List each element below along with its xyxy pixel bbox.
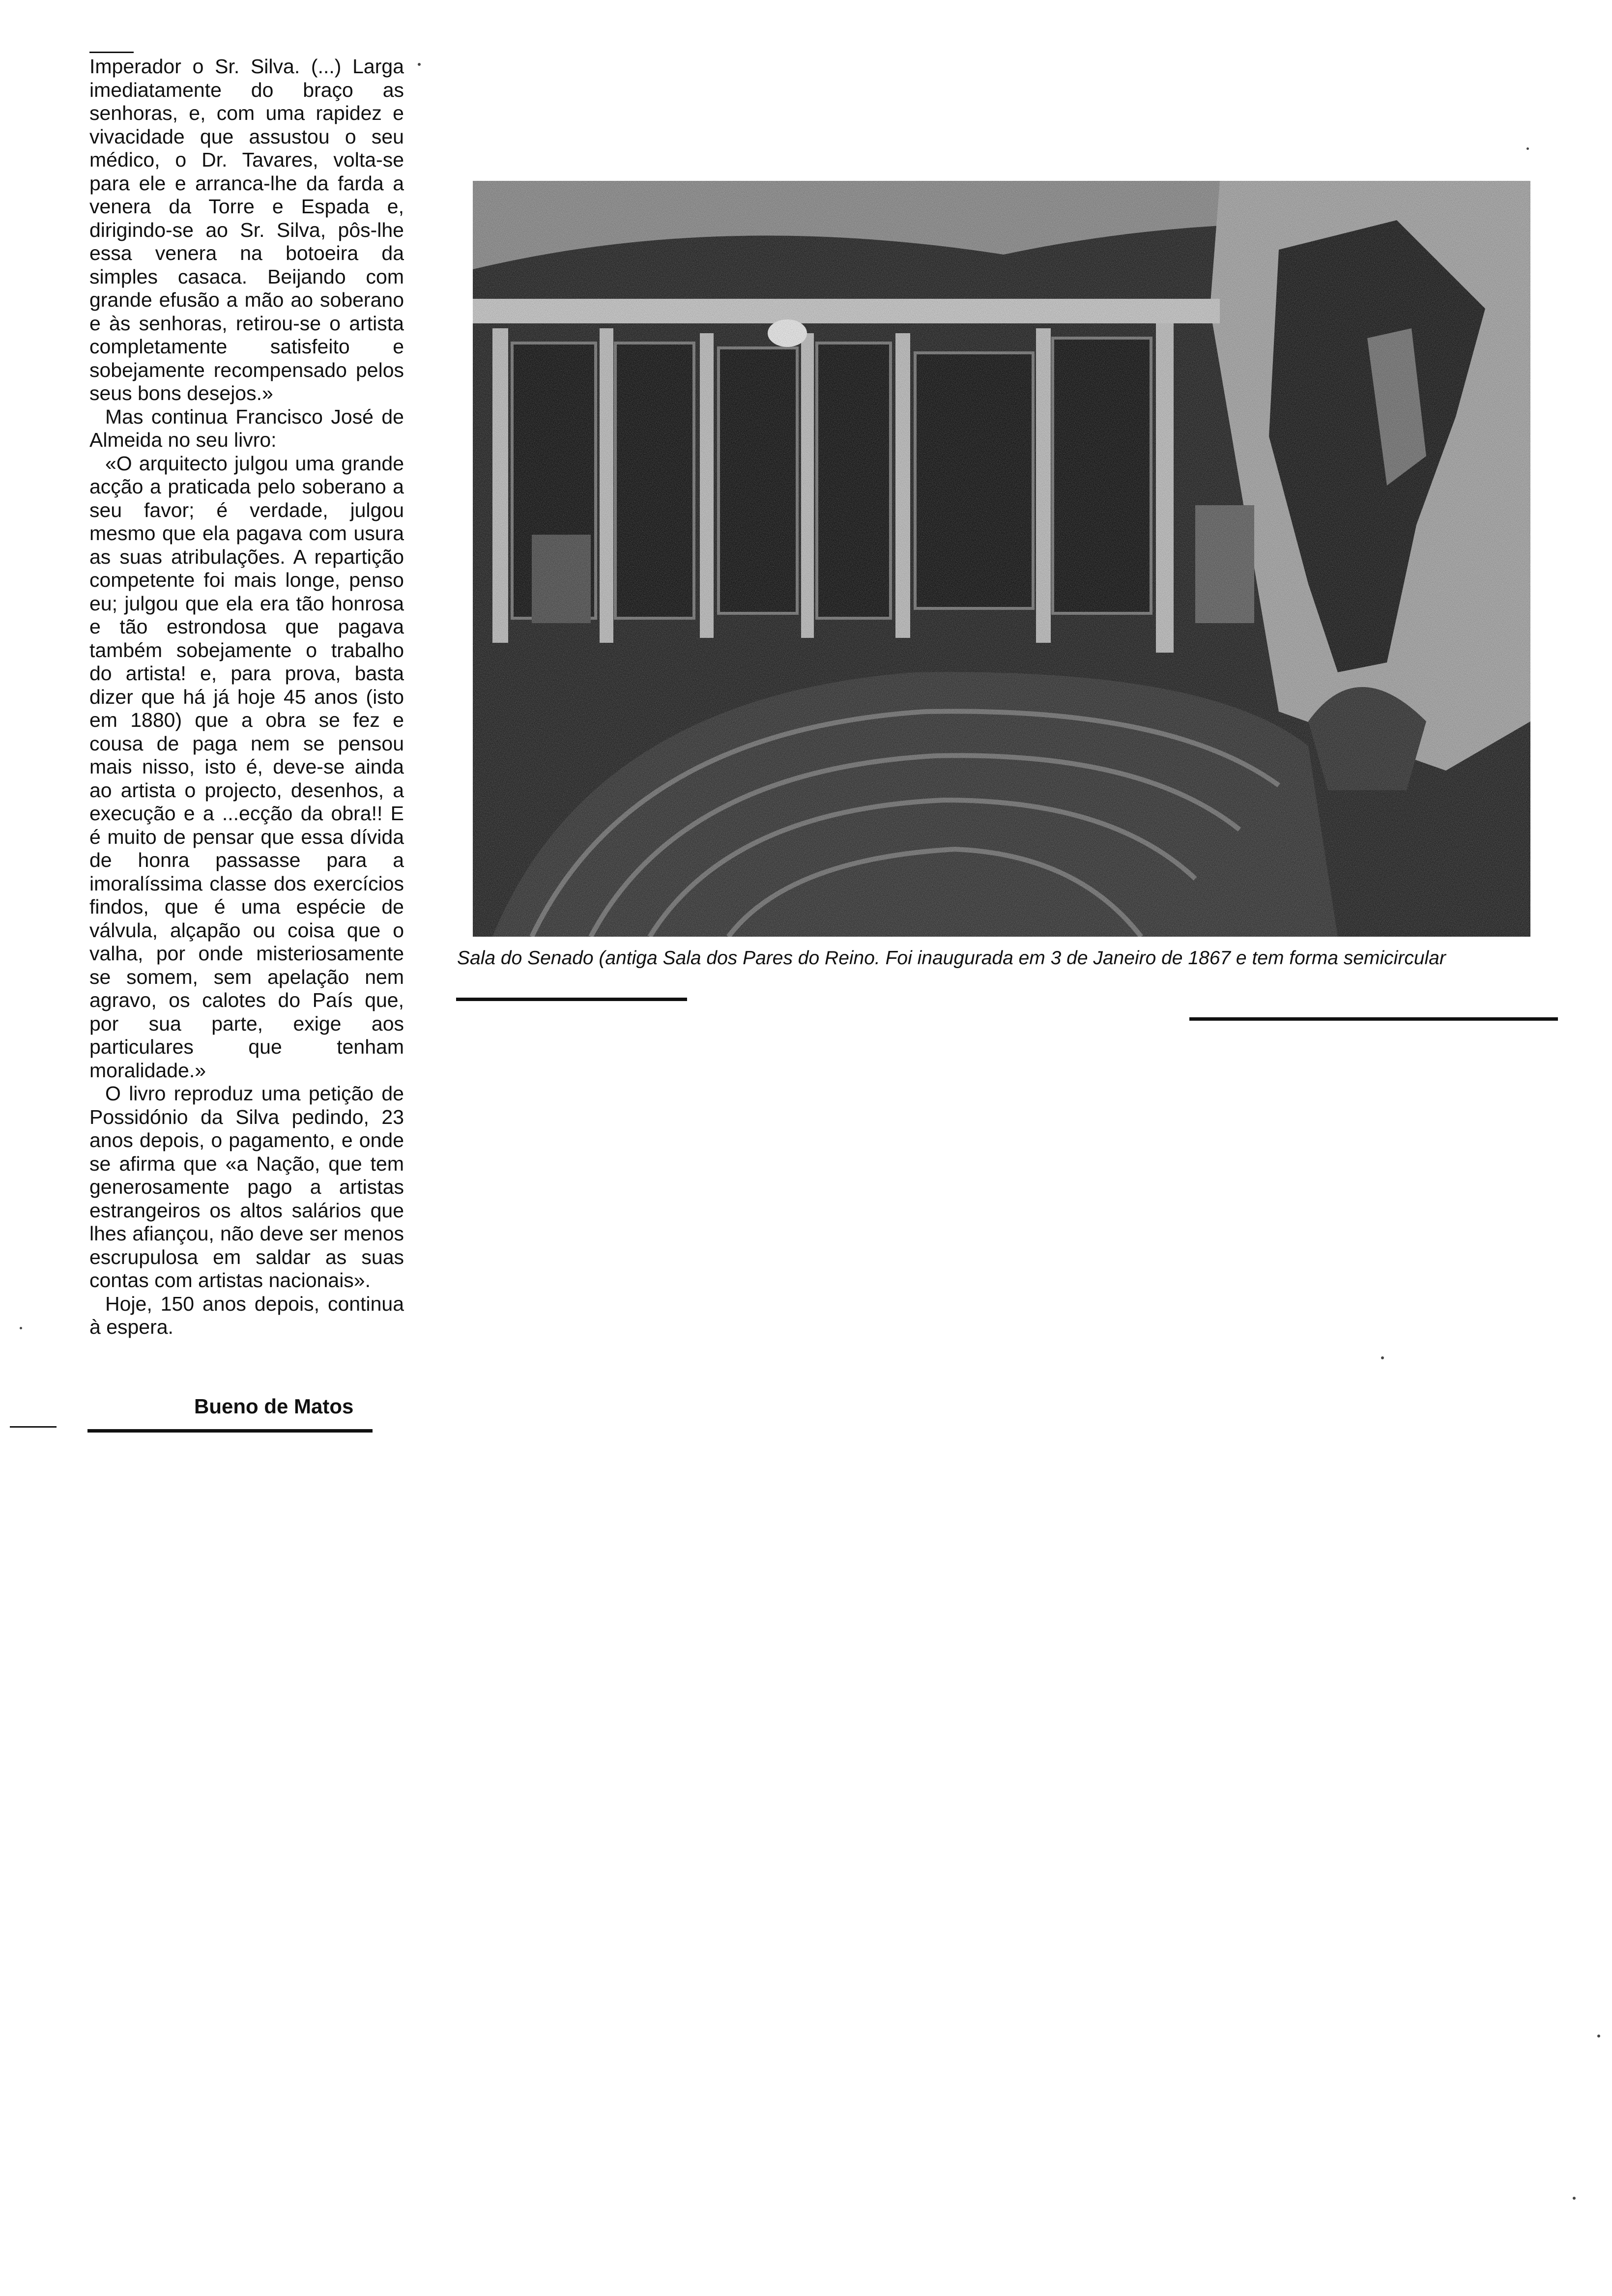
- senate-hall-illustration: [473, 181, 1530, 937]
- scan-speck: [1381, 1356, 1384, 1359]
- scan-speck: [1526, 147, 1529, 150]
- article-paragraph: Imperador o Sr. Silva. (...) Larga imediatamente do braço as senhoras, e, com uma rapidez e vivacidade que assustou o seu médico, o Dr. Tavares, volta-se para ele e arranca-lhe da farda a venera da Torre e Espada e, dirigindo-se ao Sr. Silva, pôs-lhe essa venera na botoeira da simples casaca. Beijando com grande efusão a mão ao soberano e às senhoras, retirou-se o artista completamente satisfeito e sobejamente recompensado pelos seus bons desejos.»: [89, 55, 404, 404]
- scan-speck: [1573, 2197, 1576, 2200]
- caption-underline-left: [456, 998, 687, 1001]
- article-paragraph: «O arquitecto julgou uma grande acção a praticada pelo soberano a seu favor; é verdade, julgou mesmo que ela pagava com usura as suas atribulações. A repartição competente foi mais longe, penso eu; julgou que ela era tão honrosa e tão estrondosa que pagava também sobejamente o trabalho do artista! e, para prova, basta dizer que há já hoje 45 anos (isto em 1880) que a obra se fez e cousa de paga nem se pensou mais nisso, isto é, deve-se ainda ao artista o projecto, desenhos, a execução e a ...ecção da obra!! E é muito de pensar que essa dívida de honra passasse para a imoralíssima classe dos exercícios findos, que é uma espécie de válvula, alçapão ou coisa que o valha, por onde misteriosamente se somem, sem apelação nem agravo, os calotes do País que, por sua parte, exige aos particulares que tenham moralidade.»: [89, 452, 404, 1082]
- top-left-mark: [89, 52, 134, 53]
- caption-underline-right: [1189, 1017, 1558, 1021]
- senate-hall-photo: [473, 181, 1530, 937]
- scan-speck: [20, 1327, 22, 1329]
- article-paragraph: Hoje, 150 anos depois, continua à espera.: [89, 1292, 404, 1338]
- author-signature: Bueno de Matos: [194, 1395, 354, 1418]
- left-margin-rule: [10, 1426, 57, 1428]
- scan-speck: [418, 63, 421, 66]
- article-end-rule: [87, 1429, 373, 1433]
- article-paragraph: O livro reproduz uma petição de Possidónio da Silva pedindo, 23 anos depois, o pagamento, e onde se afirma que «a Nação, que tem generosamente pago a artistas estrangeiros os altos salários que lhes afiançou, não deve ser menos escrupulosa em saldar as suas contas com artistas nacionais».: [89, 1082, 404, 1292]
- article-paragraph: Mas continua Francisco José de Almeida no seu livro:: [89, 405, 404, 451]
- scan-speck: [1597, 2035, 1600, 2038]
- photo-caption: Sala do Senado (antiga Sala dos Pares do Reino. Foi inaugurada em 3 de Janeiro de 1867 e tem forma semicircular: [457, 947, 1446, 969]
- article-column: [89, 55, 404, 1339]
